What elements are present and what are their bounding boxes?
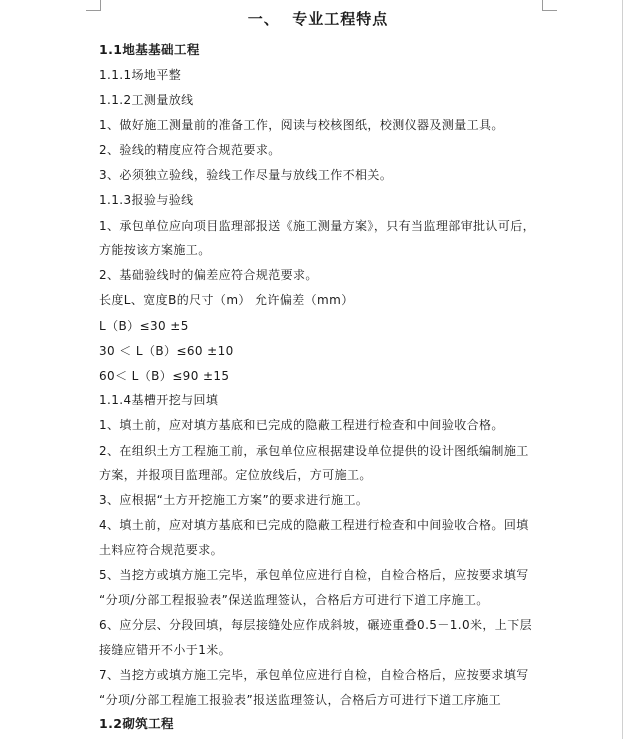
paragraph-line: “分项/分部工程报验表”保送监理签认，合格后方可进行下道工序施工。 [99, 593, 489, 607]
paragraph-line: L（B）≤30 ±5 [99, 319, 189, 333]
section-heading: 一、 专业工程特点 [247, 10, 389, 28]
subheading: 1.1地基基础工程 [99, 42, 200, 57]
paragraph-line: 1.1.4基槽开挖与回填 [99, 393, 219, 407]
paragraph-line: 30 ＜ L（B）≤60 ±10 [99, 344, 234, 358]
paragraph-line: 1、填土前，应对填方基底和已完成的隐蔽工程进行检查和中间验收合格。 [99, 418, 504, 432]
paragraph-line: 1.1.1场地平整 [99, 68, 182, 82]
paragraph-line: 1、承包单位应向项目监理部报送《施工测量方案》，只有当监理部审批认可后， [99, 219, 536, 233]
paragraph-line: 6、应分层、分段回填，每层接缝处应作成斜坡，碾迹重叠0.5－1.0米，上下层 [99, 618, 533, 632]
page-edge [622, 0, 623, 739]
subheading: 1.2砌筑工程 [99, 716, 174, 731]
paragraph-line: 2、验线的精度应符合规范要求。 [99, 143, 281, 157]
paragraph-line: 7、当挖方或填方施工完毕，承包单位应进行自检，自检合格后，应按要求填写 [99, 668, 529, 682]
paragraph-line: 方能按该方案施工。 [99, 243, 211, 257]
paragraph-line: 1.1.3报验与验线 [99, 193, 194, 207]
paragraph-line: 4、填土前，应对填方基底和已完成的隐蔽工程进行检查和中间验收合格。回填 [99, 518, 529, 532]
paragraph-line: 长度L、宽度B的尺寸（m） 允许偏差（mm） [99, 293, 354, 307]
paragraph-line: 1、做好施工测量前的准备工作，阅读与校核图纸，校测仪器及测量工具。 [99, 118, 504, 132]
paragraph-line: 接缝应错开不小于1米。 [99, 643, 232, 657]
paragraph-line: 方案，并报项目监理部。定位放线后，方可施工。 [99, 468, 372, 482]
paragraph-line: 2、在组织土方工程施工前，承包单位应根据建设单位提供的设计图纸编制施工 [99, 444, 529, 458]
paragraph-line: 2、基础验线时的偏差应符合规范要求。 [99, 268, 318, 282]
paragraph-line: 5、当挖方或填方施工完毕，承包单位应进行自检，自检合格后，应按要求填写 [99, 568, 529, 582]
paragraph-line: 3、应根据“土方开挖施工方案”的要求进行施工。 [99, 493, 369, 507]
paragraph-line: 60＜ L（B）≤90 ±15 [99, 369, 230, 383]
paragraph-line: 土料应符合规范要求。 [99, 543, 224, 557]
paragraph-line: 3、必须独立验线，验线工作尽量与放线工作不相关。 [99, 168, 393, 182]
paragraph-line: 1.1.2工测量放线 [99, 93, 194, 107]
paragraph-line: “分项/分部工程施工报验表”报送监理签认，合格后方可进行下道工序施工 [99, 693, 502, 707]
